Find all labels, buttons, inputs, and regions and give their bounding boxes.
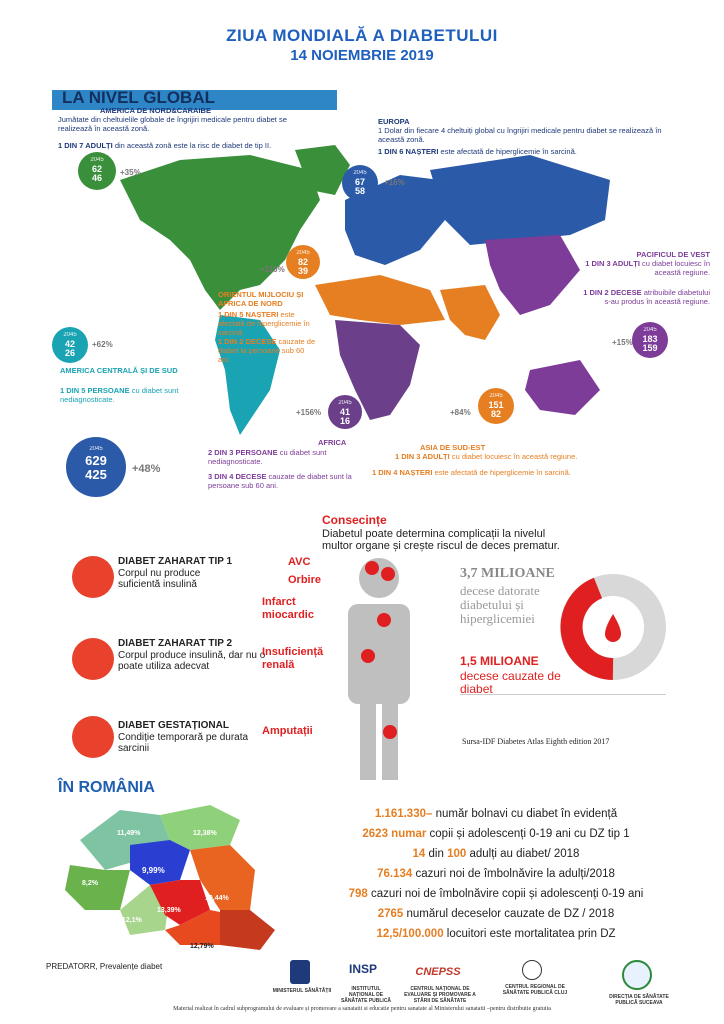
map-west-pacific xyxy=(485,235,580,315)
label-infarct: Infarct miocardic xyxy=(262,596,314,621)
ro-r3: 9,99% xyxy=(142,866,165,875)
glucometer-icon xyxy=(72,638,114,680)
ro-line-3: 14 din 100 adulți au diabet/ 2018 xyxy=(412,848,580,860)
na-stat xyxy=(58,141,338,150)
ro-line-7: 12,5/100.000 locuitori este mortalitatea prin DZ xyxy=(376,928,616,940)
sea-name: ASIA DE SUD-EST xyxy=(420,443,486,452)
stat-big-text: decese datorate diabetului și hiperglicemiei xyxy=(460,583,540,626)
af-badge: 2045 41 16 xyxy=(328,395,362,429)
wp-name: PACIFICUL DE VEST xyxy=(636,250,710,259)
wp-stat2: 1 DIN 2 DECESE atribuibile diabetului s-au produs în această regiune. xyxy=(583,288,710,306)
eu-region-name: EUROPA xyxy=(378,117,410,126)
map-mena xyxy=(315,275,445,325)
dsp-logo-icon xyxy=(622,960,652,990)
human-figure xyxy=(334,556,424,784)
sea-pct: +84% xyxy=(450,408,471,417)
af-pct: +156% xyxy=(296,408,322,417)
na-stat-text: din această zonă este la risc de diabet de tip II. xyxy=(114,141,272,150)
ro-r8: 12,79% xyxy=(190,943,214,950)
na-pct: +35% xyxy=(120,168,141,177)
ro-r5: 10,44% xyxy=(205,895,229,902)
eu-badge: 2045 67 58 xyxy=(342,165,378,201)
sea-badge: 2045 151 82 xyxy=(478,388,514,424)
global-title: LA NIVEL GLOBAL xyxy=(62,88,215,107)
sea-stat1: 1 DIN 3 ADULȚI cu diabet locuiesc în această regiune. xyxy=(395,452,578,461)
map-north-asia xyxy=(430,155,610,245)
na-stat-num: 1 DIN 7 ADULȚI xyxy=(58,141,113,150)
romania-title: ÎN ROMÂNIA xyxy=(58,779,155,796)
type2-text: Corpul produce insulină, dar nu o poate utiliza adecvat xyxy=(118,650,266,672)
label-amputatii: Amputații xyxy=(262,725,313,737)
label-renal: Insuficiență renală xyxy=(262,646,324,671)
stats-source: Sursa-IDF Diabetes Atlas Eighth edition 2017 xyxy=(462,737,610,746)
ro-r1: 11,49% xyxy=(117,830,141,837)
wp-badge: 2045 183 159 xyxy=(632,322,668,358)
footer-text: Material realizat în cadrul subprogramului de evaluare și promovare a sanatatii si educatie pentru sanatate al Ministerului sanatatii –pentru distributie gratuita xyxy=(173,1006,551,1012)
world-badge: 2045 629 425 xyxy=(66,437,126,497)
insp-logo: INSP xyxy=(348,962,377,976)
world-pct: +48% xyxy=(132,463,161,475)
syringe-icon xyxy=(72,556,114,598)
ministry-logo-text: MINISTERUL SĂNĂTĂȚII xyxy=(272,988,332,994)
donut-chart xyxy=(558,572,668,682)
mena-badge: 2045 82 39 xyxy=(286,245,320,279)
ro-line-1: 1.161.330– număr bolnavi cu diabet în evidență xyxy=(374,808,618,820)
cnepss-logo-text: CENTRUL NAȚIONAL DE EVALUARE ȘI PROMOVARE A STĂRII DE SĂNĂTATE xyxy=(404,986,476,1004)
eu-region-text: 1 Dolar din fiecare 4 cheltuiți global cu îngrijiri medicale pentru diabet se realizează în această zonă. xyxy=(378,126,662,144)
ro-r4: 8,2% xyxy=(82,880,98,887)
mena-pct: +110% xyxy=(260,265,285,274)
pregnancy-icon xyxy=(72,716,114,758)
na-badge: 2045 62 46 xyxy=(78,152,116,190)
sa-name: AMERICA CENTRALĂ ȘI DE SUD xyxy=(60,366,178,375)
stat-red-text: decese cauzate de diabet xyxy=(460,669,561,696)
crsp-logo-text: CENTRUL REGIONAL DE SĂNĂTATE PUBLICĂ CLUJ xyxy=(502,984,568,996)
na-region-name: AMERICA DE NORD&CARAIBE xyxy=(100,106,211,115)
wp-stat1: 1 DIN 3 ADULȚI cu diabet locuiesc în această regiune. xyxy=(585,259,710,277)
stat-big: 3,7 MILIOANE xyxy=(460,566,555,581)
wp-pct: +15% xyxy=(612,338,633,347)
sea-stat2: 1 DIN 4 NAȘTERI este afectată de hiperglicemie în sarcină. xyxy=(372,468,571,477)
sa-stat: 1 DIN 5 PERSOANE cu diabet sunt nediagnosticate. xyxy=(60,386,179,404)
romania-map xyxy=(60,800,280,952)
mena-name: ORIENTUL MIJLOCIU ȘI AFRICA DE NORD xyxy=(218,290,304,308)
consequences-title: Consecințe xyxy=(322,513,387,527)
label-avc: AVC xyxy=(288,556,311,568)
page-title: ZIUA MONDIALĂ A DIABETULUI xyxy=(226,26,498,45)
ro-line-5: 798 cazuri noi de îmbolnăvire copii și adolescenți 0-19 ani xyxy=(348,888,644,900)
eu-stat: 1 DIN 6 NAȘTERI este afectată de hiperglicemie în sarcină. xyxy=(378,147,577,156)
mena-stat2: 1 DIN 2 DECESE cauzate de diabet la persoane sub 60 ani. xyxy=(218,337,316,364)
af-stat1: 2 DIN 3 PERSOANE cu diabet sunt nediagnosticate. xyxy=(208,448,327,466)
stat-red: 1,5 MILIOANE xyxy=(460,654,539,668)
consequences-text: Diabetul poate determina complicații la nivelul multor organe și crește riscul de deces prematur. xyxy=(322,528,560,552)
na-region-text: Jumătate din cheltuielile globale de îngrijiri medicale pentru diabet se realizează în această zonă. xyxy=(58,115,287,133)
cnepss-logo: CNEPSS xyxy=(415,966,461,978)
type1-title: DIABET ZAHARAT TIP 1 xyxy=(118,556,233,567)
sa-badge: 2045 42 26 xyxy=(52,327,88,363)
ro-r2: 12,38% xyxy=(193,830,217,837)
label-orbire: Orbire xyxy=(288,574,322,586)
sa-pct: +62% xyxy=(92,340,113,349)
map-australia xyxy=(525,360,600,415)
type1-text: Corpul nu produce suficientă insulină xyxy=(118,568,201,590)
map-north-america xyxy=(120,155,320,310)
ro-line-2: 2623 numar copii și adolescenți 0-19 ani cu DZ tip 1 xyxy=(362,828,630,840)
ro-line-6: 2765 numărul deceselor cauzate de DZ / 2018 xyxy=(377,908,615,920)
stats-divider xyxy=(460,694,666,695)
ro-line-4: 76.134 cazuri noi de îmbolnăvire la adulți/2018 xyxy=(377,868,615,880)
ro-r6: 12,1% xyxy=(122,917,142,924)
eu-pct: +16% xyxy=(384,178,405,187)
ministry-logo-icon xyxy=(290,960,310,984)
type2-title: DIABET ZAHARAT TIP 2 xyxy=(118,638,233,649)
af-stat2: 3 DIN 4 DECESE cauzate de diabet sunt la persoane sub 60 ani. xyxy=(208,472,352,490)
ro-r7: 13,39% xyxy=(157,907,181,914)
mena-stat1: 1 DIN 5 NAȘTERI este afectată de hiperglicemie în sarcină. xyxy=(218,310,310,337)
af-name: AFRICA xyxy=(318,438,347,447)
gest-title: DIABET GESTAȚIONAL xyxy=(118,720,229,731)
romania-map-caption: PREDATORR, Prevalențe diabet xyxy=(46,962,163,971)
page-date: 14 NOIEMBRIE 2019 xyxy=(290,47,434,64)
map-se-asia xyxy=(440,285,500,340)
dsp-logo-text: DIRECȚIA DE SĂNĂTATE PUBLICĂ SUCEAVA xyxy=(609,994,669,1006)
gest-text: Condiție temporară pe durata sarcinii xyxy=(118,732,249,754)
insp-logo-text: INSTITUTUL NAȚIONAL DE SĂNĂTATE PUBLICĂ xyxy=(340,986,392,1004)
crsp-logo-icon xyxy=(522,960,542,980)
